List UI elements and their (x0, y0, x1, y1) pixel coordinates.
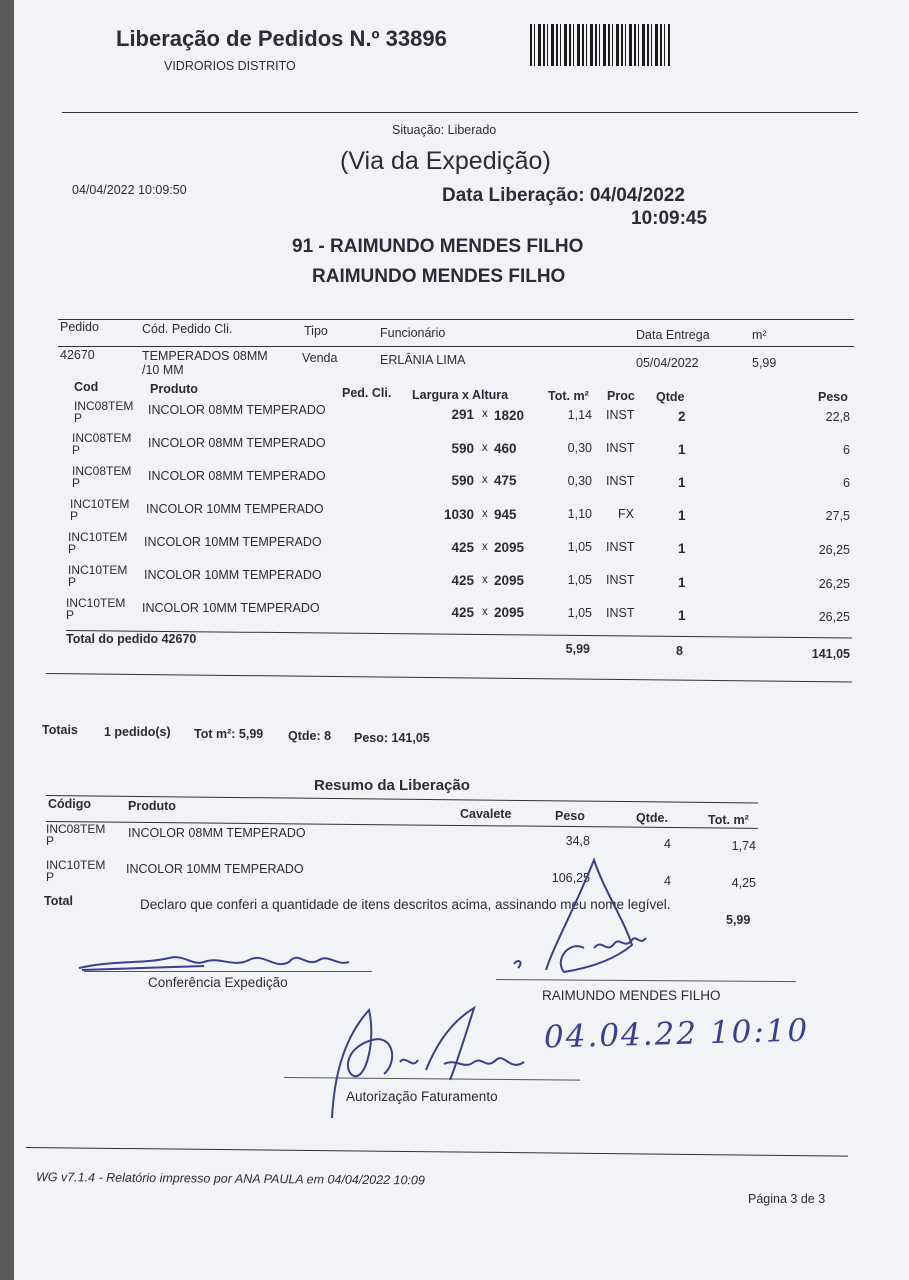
totais-label: Totais (42, 723, 78, 737)
resumo-cod-suffix: P (46, 834, 55, 848)
item-cod-suffix: P (72, 443, 81, 457)
authorization-signature (314, 1000, 534, 1130)
item-largura: 590 (451, 473, 474, 488)
col-data-entrega: Data Entrega (636, 328, 710, 342)
item-produto: INCOLOR 10MM TEMPERADO (146, 502, 324, 516)
item-altura: 475 (494, 473, 517, 488)
col-tot-m2: Tot. m² (548, 389, 589, 403)
resumo-cod-suffix: P (46, 870, 55, 884)
item-altura: 945 (494, 507, 517, 522)
item-x: x (482, 508, 488, 520)
resumo-qtde: 4 (664, 837, 671, 851)
item-x: x (482, 541, 488, 553)
item-tot-m2: 1,10 (567, 507, 592, 521)
totais-qtde: Qtde: 8 (288, 729, 332, 743)
client-signature (494, 850, 664, 980)
item-x: x (482, 474, 488, 486)
col-produto: Produto (150, 382, 198, 396)
resumo-total-m2: 5,99 (726, 913, 751, 927)
item-x: x (482, 574, 488, 586)
col-pedido: Pedido (60, 320, 99, 334)
resumo-produto: INCOLOR 08MM TEMPERADO (128, 826, 306, 840)
col-cod-pedido: Cód. Pedido Cli. (142, 322, 233, 336)
resumo-peso: 34,8 (565, 834, 590, 848)
item-qtde: 1 (678, 508, 686, 523)
resumo-col-tot-m2: Tot. m² (708, 813, 749, 827)
data-liberacao-time: 10:09:45 (631, 208, 708, 229)
item-produto: INCOLOR 10MM TEMPERADO (144, 568, 322, 582)
order-cod-pedido-1: TEMPERADOS 08MM (142, 349, 268, 363)
item-cod-suffix: P (74, 411, 83, 425)
item-qtde: 2 (678, 409, 686, 424)
document-title: Liberação de Pedidos N.º 33896 (116, 26, 447, 51)
printed-by: WG v7.1.4 - Relatório impresso por ANA PAULA em 04/04/2022 10:09 (35, 1170, 425, 1188)
item-cod: INC10TEM (70, 497, 130, 511)
order-cod-pedido-2: /10 MM (142, 363, 184, 377)
item-x: x (482, 408, 488, 420)
col-funcionario: Funcionário (380, 326, 446, 340)
item-produto: INCOLOR 08MM TEMPERADO (148, 469, 326, 483)
item-largura: 425 (451, 573, 474, 588)
item-peso: 26,25 (818, 610, 850, 624)
col-cod: Cod (74, 380, 99, 394)
item-tot-m2: 1,05 (567, 606, 592, 620)
resumo-title: Resumo da Liberação (314, 777, 470, 794)
autorizacao-label: Autorização Faturamento (346, 1089, 498, 1104)
item-peso: 26,25 (818, 577, 850, 591)
item-produto: INCOLOR 08MM TEMPERADO (148, 436, 326, 450)
situacao: Situação: Liberado (392, 123, 497, 137)
order-total-qtde: 8 (676, 644, 683, 658)
item-tot-m2: 0,30 (567, 474, 592, 488)
resumo-col-peso: Peso (555, 809, 585, 823)
totais-pedidos: 1 pedido(s) (104, 725, 171, 739)
item-tot-m2: 1,05 (567, 573, 592, 587)
resumo-tot-m2: 4,25 (731, 876, 756, 890)
company-name: VIDRORIOS DISTRITO (164, 59, 296, 73)
item-proc: FX (618, 507, 634, 521)
item-cod-suffix: P (68, 575, 77, 589)
resumo-peso: 106,25 (551, 871, 590, 885)
document-page (14, 0, 909, 1280)
order-funcionario: ERLÂNIA LIMA (380, 353, 466, 367)
data-liberacao: Data Liberação: 04/04/2022 (442, 185, 685, 206)
printed-datetime: 04/04/2022 10:09:50 (72, 183, 187, 197)
order-table-top (58, 319, 854, 320)
item-qtde: 1 (678, 541, 686, 556)
order-total-peso: 141,05 (811, 647, 850, 661)
col-proc: Proc (607, 389, 635, 403)
col-tipo: Tipo (304, 324, 328, 338)
item-largura: 1030 (443, 507, 474, 522)
handwritten-date: 04.04.22 10:10 (543, 1012, 810, 1056)
via-label: (Via da Expedição) (340, 147, 551, 175)
item-qtde: 1 (678, 475, 686, 490)
order-section-divider (46, 673, 852, 682)
item-x: x (482, 606, 488, 618)
item-cod-suffix: P (68, 542, 77, 556)
resumo-col-qtde: Qtde. (636, 811, 668, 825)
col-largura-altura: Largura x Altura (412, 388, 509, 402)
item-cod-suffix: P (72, 476, 81, 490)
item-altura: 2095 (494, 605, 525, 620)
item-produto: INCOLOR 10MM TEMPERADO (144, 535, 322, 549)
resumo-tot-m2: 1,74 (731, 839, 756, 853)
item-altura: 460 (494, 441, 517, 456)
item-cod: INC10TEM (68, 563, 128, 577)
item-proc: INST (606, 606, 635, 620)
resumo-cod: INC08TEM (46, 822, 106, 836)
resumo-col-produto: Produto (128, 799, 176, 813)
totais-m2: Tot m²: 5,99 (194, 727, 264, 741)
item-proc: INST (606, 474, 635, 488)
col-peso: Peso (818, 390, 848, 404)
resumo-produto: INCOLOR 10MM TEMPERADO (126, 862, 304, 876)
resumo-col-codigo: Código (48, 797, 92, 811)
item-proc: INST (606, 441, 635, 455)
item-cod: INC08TEM (74, 399, 134, 413)
item-proc: INST (606, 573, 635, 587)
item-altura: 2095 (494, 540, 525, 555)
order-total-label: Total do pedido 42670 (66, 632, 197, 646)
item-peso: 6 (843, 443, 850, 457)
item-cod: INC10TEM (66, 596, 126, 610)
page-number: Página 3 de 3 (748, 1192, 826, 1206)
col-ped-cli: Ped. Cli. (342, 386, 392, 400)
item-proc: INST (606, 408, 635, 422)
item-peso: 6 (843, 476, 850, 490)
order-pedido: 42670 (60, 348, 95, 362)
item-qtde: 1 (678, 608, 686, 623)
item-peso: 22,8 (825, 410, 850, 424)
item-largura: 425 (451, 605, 474, 620)
item-altura: 2095 (494, 573, 525, 588)
declaration-text: Declaro que conferi a quantidade de itens descritos acima, assinando meu nome legível. (140, 897, 671, 912)
client-code-name: 91 - RAIMUNDO MENDES FILHO (292, 236, 584, 257)
item-x: x (482, 442, 488, 454)
conferencia-label: Conferência Expedição (148, 975, 288, 990)
item-peso: 26,25 (818, 543, 850, 557)
item-cod-suffix: P (70, 509, 79, 523)
item-cod: INC08TEM (72, 431, 132, 445)
col-m2: m² (752, 328, 767, 342)
resumo-col-cavalete: Cavalete (460, 807, 512, 821)
order-header-divider (58, 346, 854, 347)
item-qtde: 1 (678, 575, 686, 590)
client-name: RAIMUNDO MENDES FILHO (312, 266, 566, 287)
item-tot-m2: 0,30 (567, 441, 592, 455)
totais-peso: Peso: 141,05 (354, 731, 430, 745)
item-largura: 291 (451, 407, 474, 422)
item-cod: INC08TEM (72, 464, 132, 478)
client-signature-name: RAIMUNDO MENDES FILHO (542, 988, 721, 1003)
resumo-cod: INC10TEM (46, 858, 106, 872)
item-produto: INCOLOR 08MM TEMPERADO (148, 403, 326, 417)
item-tot-m2: 1,14 (567, 408, 592, 422)
item-cod-suffix: P (66, 608, 75, 622)
order-total-m2: 5,99 (565, 642, 590, 656)
item-tot-m2: 1,05 (567, 540, 592, 554)
resumo-qtde: 4 (664, 874, 671, 888)
footer-divider (26, 1147, 848, 1157)
item-peso: 27,5 (825, 509, 850, 523)
order-tipo: Venda (302, 351, 338, 365)
item-altura: 1820 (494, 408, 525, 423)
barcode (530, 24, 670, 66)
order-data-entrega: 05/04/2022 (636, 356, 699, 370)
item-qtde: 1 (678, 442, 686, 457)
item-proc: INST (606, 540, 635, 554)
item-cod: INC10TEM (68, 530, 128, 544)
order-m2: 5,99 (752, 356, 777, 370)
item-largura: 590 (451, 441, 474, 456)
item-produto: INCOLOR 10MM TEMPERADO (142, 601, 320, 615)
conferencia-signature (74, 940, 374, 980)
col-qtde: Qtde (656, 390, 685, 404)
resumo-total-label: Total (44, 894, 73, 908)
item-largura: 425 (451, 540, 474, 555)
header-divider (62, 112, 858, 113)
